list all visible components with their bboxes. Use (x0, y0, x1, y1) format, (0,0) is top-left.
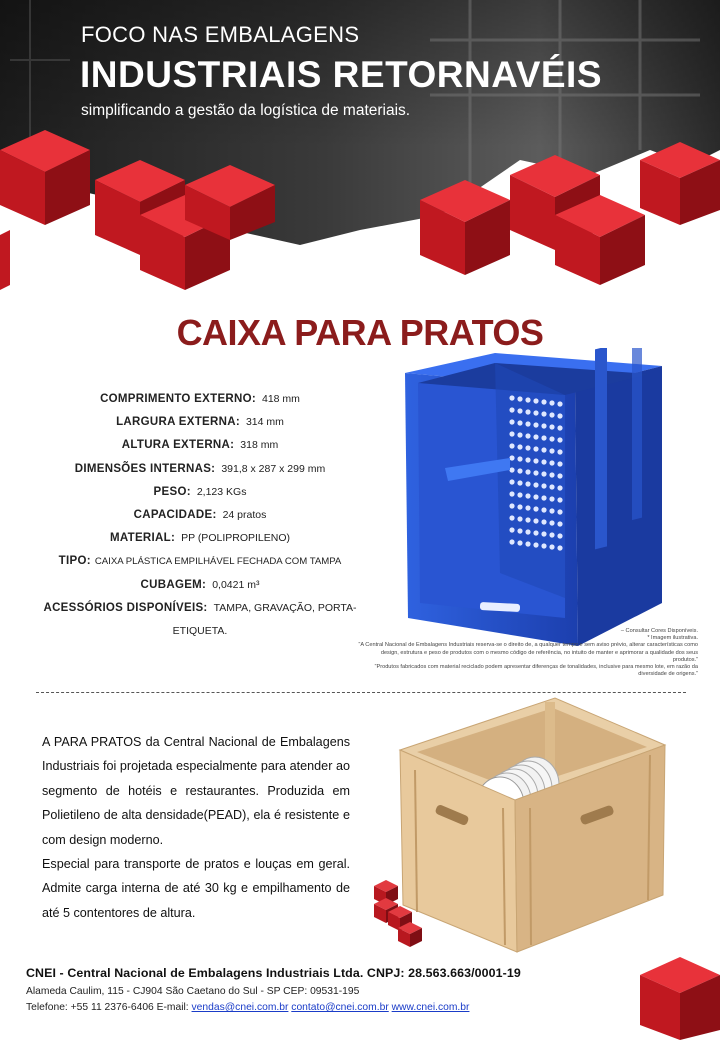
spec-value: 24 pratos (222, 508, 267, 521)
spec-value: 0,0421 m³ (212, 578, 260, 591)
email-contato-link[interactable]: contato@cnei.com.br (291, 1002, 389, 1013)
spec-value: 418 mm (262, 393, 300, 405)
spec-label: DIMENSÕES INTERNAS: (74, 462, 216, 475)
spec-value: 2,123 KGs (196, 485, 247, 498)
spec-row-material (30, 527, 370, 550)
spec-row-type (30, 550, 370, 573)
spec-value: 318 mm (240, 439, 279, 452)
spec-label: COMPRIMENTO EXTERNO: (100, 393, 256, 405)
disclaimer-notes (358, 628, 698, 678)
spec-row-length (30, 388, 370, 411)
spec-label: MATERIAL: (109, 532, 176, 545)
spec-row-cubage (30, 574, 370, 597)
blue-crate-image (400, 348, 665, 648)
spec-row-accessories (30, 597, 370, 643)
footer-contact (26, 1002, 646, 1013)
spec-label: CUBAGEM: (140, 578, 207, 591)
spec-label: ALTURA EXTERNA: (121, 439, 235, 452)
email-vendas-link[interactable]: vendas@cnei.com.br (191, 1002, 289, 1013)
spec-label: ACESSÓRIOS DISPONÍVEIS: (43, 601, 208, 614)
header-subtitle: simplificando a gestão da logística de materiais. (81, 102, 411, 119)
footer-phone: Telefone: +55 11 2376-6406 E-mail: (26, 1002, 192, 1013)
spec-label: PESO: (153, 485, 191, 498)
spec-value: PP (POLIPROPILENO) (181, 532, 291, 545)
spec-row-internal-dimensions (30, 458, 370, 481)
header-headline: INDUSTRIAIS RETORNAVÉIS (80, 54, 603, 95)
footer-address: Alameda Caulim, 115 - CJ904 São Caetano do Sul - SP CEP: 09531-195 (26, 986, 360, 997)
spec-row-height (30, 434, 370, 457)
spec-row-capacity (30, 504, 370, 527)
spec-label: TIPO: (58, 555, 91, 568)
spec-row-width (30, 411, 370, 434)
disclaimer-rights: “A Central Nacional de Embalagens Industriais reserva-se o direito de, a qualquer tempo e sem aviso prévio, alterar características como design, estrutura e peso de produtos com o mesmo código de referência, no intuito de manter e aprimorar a qualidade dos seus produtos.” (358, 642, 698, 663)
footer-company: CNEI - Central Nacional de Embalagens Industriais Ltda. CNPJ: 28.563.663/0001-19 (26, 966, 521, 980)
spec-row-weight (30, 481, 370, 504)
footer (26, 966, 646, 1013)
disclaimer-recycled: “Produtos fabricados com material reciclado podem apresentar diferenças de tonalidades, inclusive para mesmo lote, em razão da diversidade de origens.” (374, 664, 698, 678)
header-banner (0, 0, 720, 300)
corner-cube-decoration (640, 955, 720, 1040)
website-link[interactable]: www.cnei.com.br (391, 1002, 470, 1013)
spec-value: 391,8 x 287 x 299 mm (221, 462, 326, 475)
spec-value: CAIXA PLÁSTICA EMPILHÁVEL FECHADA COM TAMPA (94, 556, 342, 568)
product-description (42, 730, 350, 925)
product-title: CAIXA PARA PRATOS (176, 312, 544, 353)
description-paragraph-2: Especial para transporte de pratos e louças em geral. Admite carga interna de até 30 kg e empilhamento de até 5 contentores de altura. (42, 857, 350, 920)
spec-value: 314 mm (245, 416, 284, 429)
disclaimer-colors: – Consultar Cores Disponíveis. (620, 628, 698, 634)
description-paragraph-1: A PARA PRATOS da Central Nacional de Embalagens Industriais foi projetada especialmente para atender ao segmento de hotéis e restaurantes. Produzida em Polietileno de alta densidade(PEAD), ela é resistente e com design moderno. (42, 735, 350, 847)
spec-value: TAMPA, GRAVAÇÃO, PORTA-ETIQUETA. (172, 601, 357, 637)
tan-crate-with-plates-image (395, 690, 670, 960)
header-tagline: FOCO NAS EMBALAGENS (81, 22, 360, 47)
spec-list (30, 388, 370, 643)
spec-label: LARGURA EXTERNA: (116, 416, 240, 429)
cnei-cube-logo (372, 878, 427, 948)
disclaimer-image: * Imagem ilustrativa. (647, 635, 698, 642)
spec-label: CAPACIDADE: (133, 508, 217, 521)
